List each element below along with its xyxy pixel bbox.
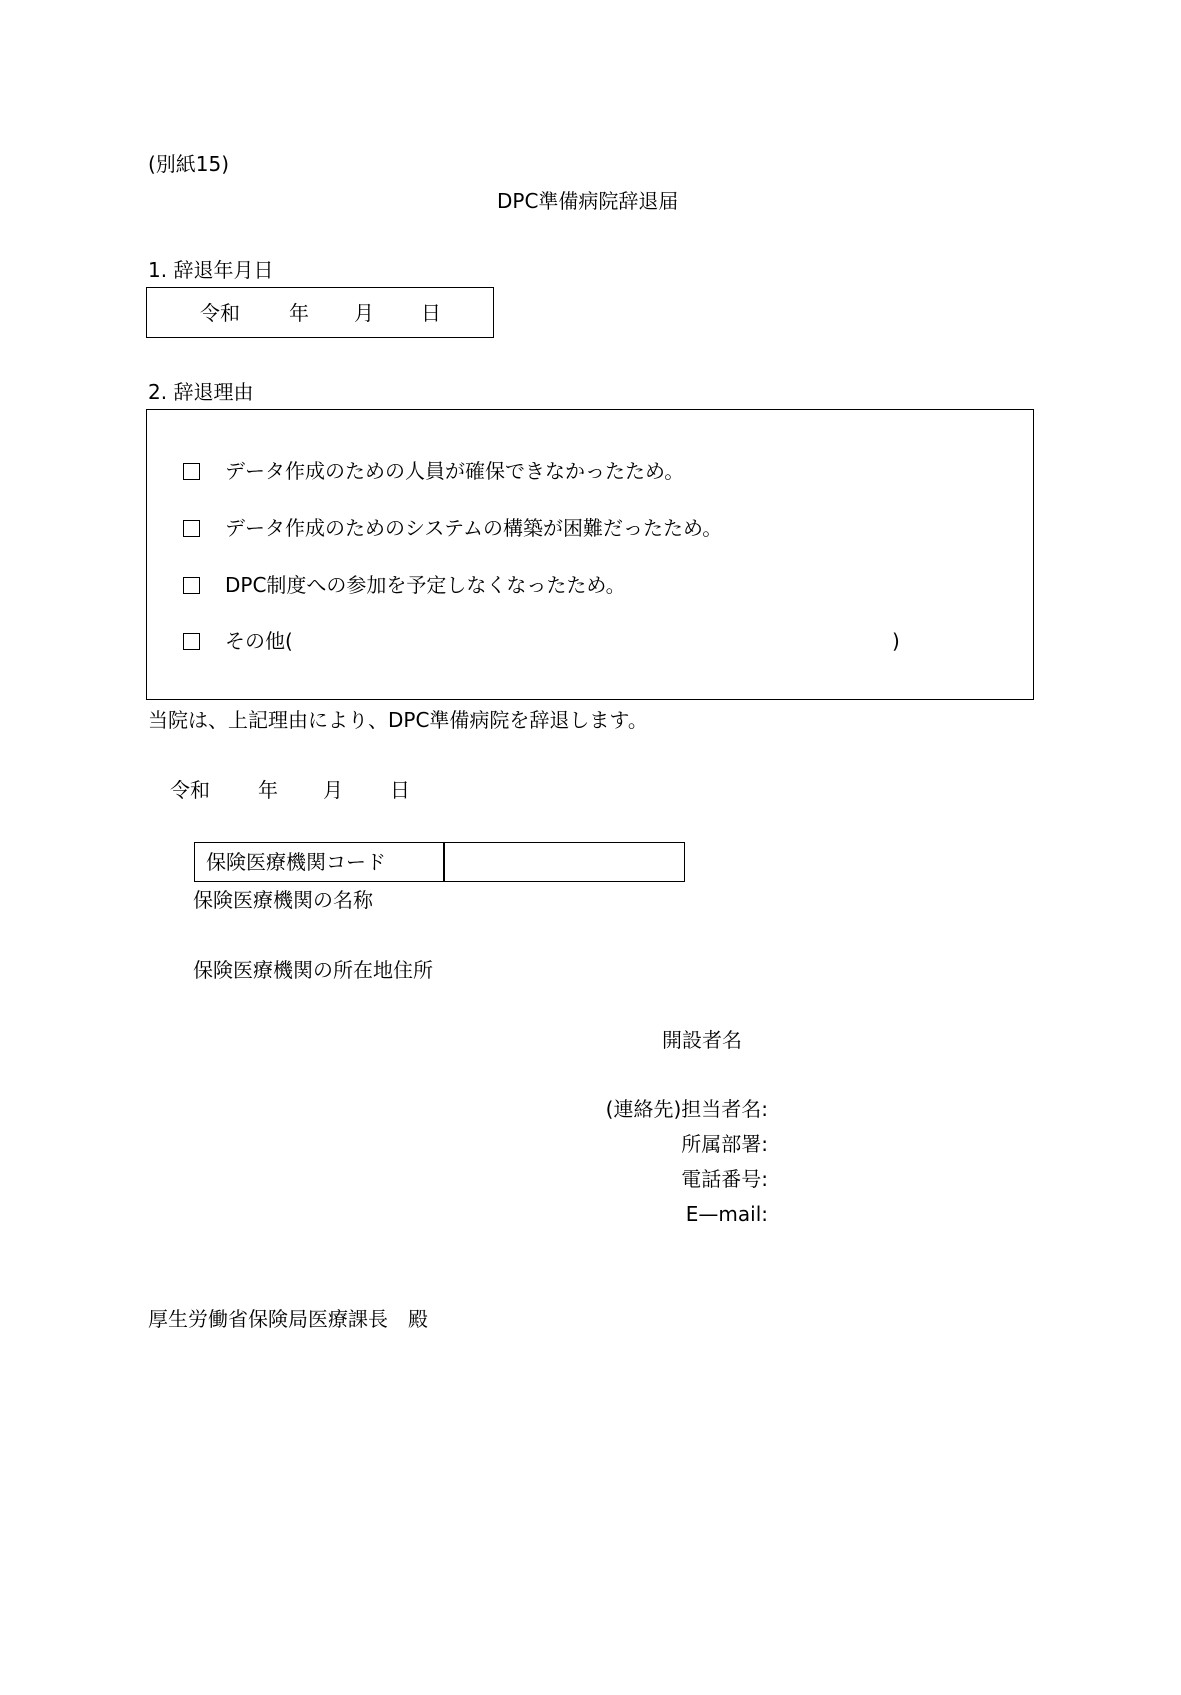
withdrawal-date-box [146, 287, 494, 338]
reason-checkbox-2[interactable] [183, 520, 200, 537]
institution-address-label: 保険医療機関の所在地住所 [193, 958, 433, 982]
date-month: 月 [323, 778, 343, 802]
reasons-box [146, 409, 1034, 700]
date-year: 年 [258, 778, 278, 802]
day-label: 日 [421, 301, 441, 325]
date-day: 日 [390, 778, 410, 802]
founder-label: 開設者名 [662, 1028, 742, 1052]
date-era: 令和 [170, 778, 210, 802]
addressee: 厚生労働省保険局医療課長 殿 [148, 1307, 428, 1331]
contact-phone-label: 電話番号: [681, 1167, 768, 1191]
era-label: 令和 [200, 301, 240, 325]
other-close-paren: ) [892, 629, 900, 653]
reason-checkbox-3[interactable] [183, 577, 200, 594]
year-label: 年 [289, 301, 309, 325]
reason-label-1: データ作成のための人員が確保できなかったため。 [225, 459, 685, 483]
statement: 当院は、上記理由により、DPC準備病院を辞退します。 [148, 708, 648, 732]
reason-label-other: その他( [225, 629, 293, 653]
institution-name-label: 保険医療機関の名称 [193, 888, 373, 912]
document-title: DPC準備病院辞退届 [497, 189, 679, 213]
institution-code-table [194, 842, 685, 882]
attachment-label: (別紙15) [148, 152, 230, 176]
contact-department-label: 所属部署: [681, 1132, 768, 1156]
section2-heading: 2. 辞退理由 [148, 380, 254, 404]
section1-heading: 1. 辞退年月日 [148, 258, 274, 282]
reason-checkbox-other[interactable] [183, 633, 200, 650]
institution-code-label: 保険医療機関コード [206, 850, 386, 874]
contact-email-label: E—mail: [685, 1202, 768, 1226]
reason-checkbox-1[interactable] [183, 463, 200, 480]
table-divider [443, 843, 445, 881]
reason-label-3: DPC制度への参加を予定しなくなったため。 [225, 573, 626, 597]
contact-person-label: (連絡先)担当者名: [605, 1097, 768, 1121]
month-label: 月 [354, 301, 374, 325]
reason-label-2: データ作成のためのシステムの構築が困難だったため。 [225, 516, 723, 540]
